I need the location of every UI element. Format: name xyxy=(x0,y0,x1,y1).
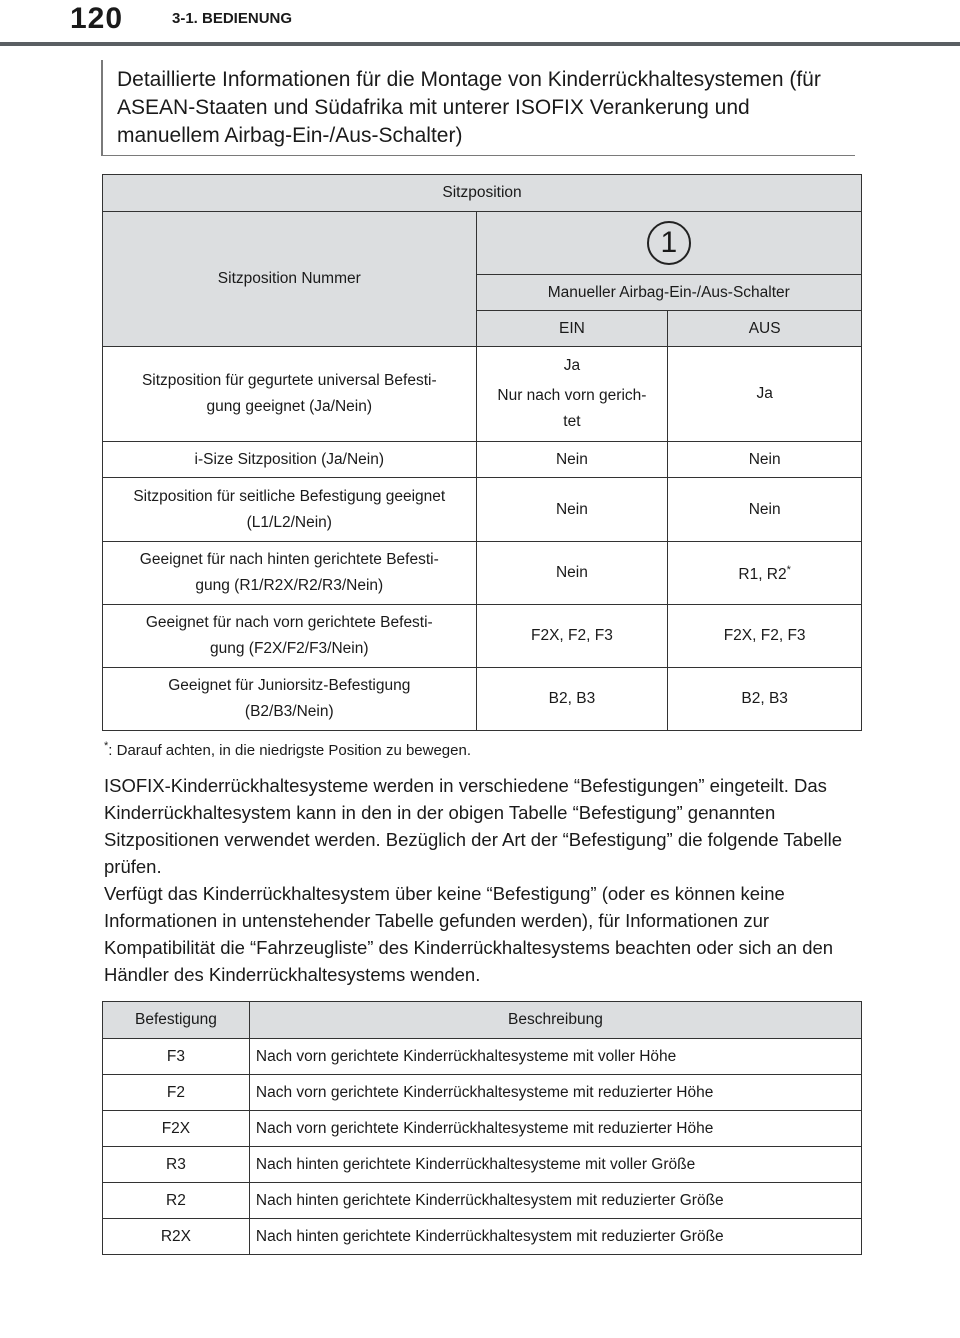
paragraph: ISOFIX-Kinderrückhaltesysteme werden in verschiedene “Befestigungen” eingeteilt. Das Kinderrückhaltesystem kann in den in der obigen Tabelle “Befestigung” genannten Sitzpositionen verwendet werden. Bezüglich der Art der “Befestigung” die folgende Tabelle prüfen. xyxy=(104,775,843,877)
row-label: Sitzposition für seitliche Befestigung geeignet (L1/L2/Nein) xyxy=(103,478,477,542)
ein-value: Ja Nur nach vorn gerich- tet xyxy=(476,347,668,442)
aus-value: R1, R2* xyxy=(668,542,862,605)
ein-value: B2, B3 xyxy=(476,668,668,731)
row-label: i-Size Sitzposition (Ja/Nein) xyxy=(103,442,477,478)
row-label: Geeignet für nach vorn gerichtete Befesti- gung (F2X/F2/F3/Nein) xyxy=(103,605,477,668)
aus-value: B2, B3 xyxy=(668,668,862,731)
fixture-code: R2X xyxy=(103,1219,250,1255)
fixture-code: R2 xyxy=(103,1183,250,1219)
row-label: Geeignet für Juniorsitz-Befestigung (B2/B3/Nein) xyxy=(103,668,477,731)
footnote-mark: * xyxy=(104,740,109,752)
fixture-code: R3 xyxy=(103,1147,250,1183)
airbag-off-label: AUS xyxy=(668,311,862,347)
header-rule xyxy=(0,42,960,46)
paragraph: Verfügt das Kinderrückhaltesystem über keine “Befestigung” (oder es können keine Informationen in untenstehender Tabelle gefunden werden), für Informationen zur Kompatibilität die “Fahrzeugliste” des Kinderrückhaltesystems beachten oder sich an den Händler des Kinderrückhaltesystems wenden. xyxy=(104,883,834,985)
table-row xyxy=(103,1039,862,1075)
aus-value: Nein xyxy=(668,442,862,478)
row-label: Geeignet für nach hinten gerichtete Befesti- gung (R1/R2X/R2/R3/Nein) xyxy=(103,542,477,605)
aus-value: Ja xyxy=(668,347,862,442)
seat-number-label: Sitzposition Nummer xyxy=(103,212,477,347)
seat-number-cell xyxy=(476,212,861,275)
table-row xyxy=(103,1111,862,1147)
column-header: Beschreibung xyxy=(249,1002,861,1039)
fixture-description: Nach vorn gerichtete Kinderrückhaltesysteme mit voller Höhe xyxy=(249,1039,861,1075)
fixture-description: Nach hinten gerichtete Kinderrückhaltesystem mit reduzierter Größe xyxy=(249,1183,861,1219)
footnote-mark: * xyxy=(786,564,791,577)
seat-table-title: Sitzposition xyxy=(103,175,862,212)
page-header xyxy=(0,0,960,44)
table-row xyxy=(103,442,862,478)
aus-value: F2X, F2, F3 xyxy=(668,605,862,668)
table-row xyxy=(103,668,862,731)
seat-position-table xyxy=(102,174,862,731)
table-row xyxy=(103,478,862,542)
chapter-title: 3-1. BEDIENUNG xyxy=(172,10,293,27)
page-number: 120 xyxy=(70,2,124,35)
airbag-on-label: EIN xyxy=(476,311,668,347)
ein-value: Nein xyxy=(476,478,668,542)
row-label: Sitzposition für gegurtete universal Befesti- gung geeignet (Ja/Nein) xyxy=(103,347,477,442)
aus-value: Nein xyxy=(668,478,862,542)
table-row xyxy=(103,1075,862,1111)
fixture-code: F3 xyxy=(103,1039,250,1075)
table-row xyxy=(103,1183,862,1219)
table-row xyxy=(103,605,862,668)
fixture-code: F2X xyxy=(103,1111,250,1147)
fixture-description: Nach hinten gerichtete Kinderrückhaltesystem mit reduzierter Größe xyxy=(249,1219,861,1255)
fixture-description: Nach vorn gerichtete Kinderrückhaltesysteme mit reduzierter Höhe xyxy=(249,1111,861,1147)
airbag-switch-label: Manueller Airbag-Ein-/Aus-Schalter xyxy=(476,275,861,311)
fixture-code: F2 xyxy=(103,1075,250,1111)
footnote xyxy=(104,740,471,759)
info-box: Detaillierte Informationen für die Montage von Kinderrückhaltesystemen (für ASEAN-Staaten und Südafrika mit unterer ISOFIX Verankerung und manuellem Airbag-Ein-/Aus-Schalter) xyxy=(101,60,855,156)
fixture-description: Nach hinten gerichtete Kinderrückhaltesysteme mit voller Größe xyxy=(249,1147,861,1183)
table-row xyxy=(103,1147,862,1183)
table-row xyxy=(103,1219,862,1255)
fixture-description: Nach vorn gerichtete Kinderrückhaltesysteme mit reduzierter Höhe xyxy=(249,1075,861,1111)
ein-value: Nein xyxy=(476,442,668,478)
column-header: Befestigung xyxy=(103,1002,250,1039)
fixture-table xyxy=(102,1001,862,1255)
footnote-text: : Darauf achten, in die niedrigste Position zu bewegen. xyxy=(108,742,472,759)
table-row xyxy=(103,347,862,442)
ein-value: F2X, F2, F3 xyxy=(476,605,668,668)
table-row xyxy=(103,542,862,605)
seat-number-circle: 1 xyxy=(647,221,691,265)
ein-value: Nein xyxy=(476,542,668,605)
body-text xyxy=(104,772,864,988)
